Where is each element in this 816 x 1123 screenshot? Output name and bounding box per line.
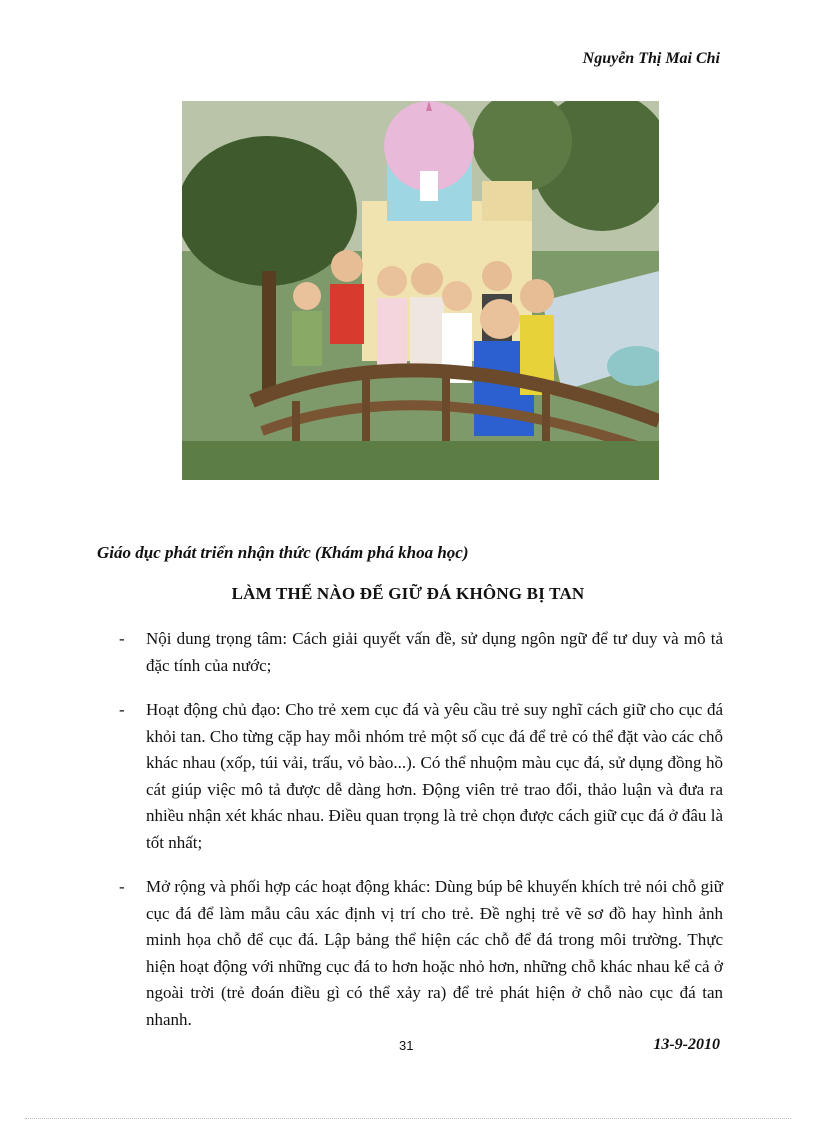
bullet-dash: -	[119, 629, 125, 648]
list-item-text: Hoạt động chủ đạo: Cho trẻ xem cục đá và yêu cầu trẻ suy nghĩ cách giữ cho cục đá khỏi tan. Cho từng cặp hay mỗi nhóm trẻ một số cục đá để trẻ có thể đặt vào các chỗ khác nhau (xốp, túi vải, trấu, vỏ bào...). Có thể nhuộm màu cục đá, sử dụng đồng hồ cát giúp việc mô tả được dễ dàng hơn. Động viên trẻ trao đổi, thảo luận và đưa ra nhiều nhận xét khác nhau. Điều quan trọng là trẻ chọn được cách giữ cục đá ở đâu là tốt nhất;	[146, 700, 723, 852]
footer-date: 13-9-2010	[653, 1036, 720, 1053]
list-item	[119, 626, 723, 679]
children-playground-photo	[182, 101, 659, 480]
subject-heading: Giáo dục phát triển nhận thức (Khám phá khoa học)	[97, 543, 469, 562]
content-list	[119, 626, 723, 1051]
lesson-title: LÀM THẾ NÀO ĐỂ GIỮ ĐÁ KHÔNG BỊ TAN	[231, 584, 585, 603]
bullet-dash: -	[119, 877, 125, 896]
page-number: 31	[399, 1038, 414, 1053]
list-item-text: Nội dung trọng tâm: Cách giải quyết vấn đề, sử dụng ngôn ngữ để tư duy và mô tả đặc tính của nước;	[146, 629, 723, 675]
list-item	[119, 874, 723, 1033]
page-bottom-rule	[25, 1118, 791, 1119]
author-name: Nguyễn Thị Mai Chi	[582, 50, 720, 67]
bullet-dash: -	[119, 700, 125, 719]
list-item-text: Mở rộng và phối hợp các hoạt động khác: Dùng búp bê khuyến khích trẻ nói chỗ giữ cục đá để làm mẫu câu xác định vị trí cho trẻ. Đề nghị trẻ vẽ sơ đồ hay hình ảnh minh họa chỗ để cục đá. Lập bảng thể hiện các chỗ để đá trong môi trường. Thực hiện hoạt động với những cục đá to hơn hoặc nhỏ hơn, những chỗ khác nhau kể cả ở ngoài trời (trẻ đoán điều gì có thể xảy ra) để trẻ phát hiện ở chỗ nào cục đá tan nhanh.	[146, 877, 723, 1029]
list-item	[119, 697, 723, 856]
